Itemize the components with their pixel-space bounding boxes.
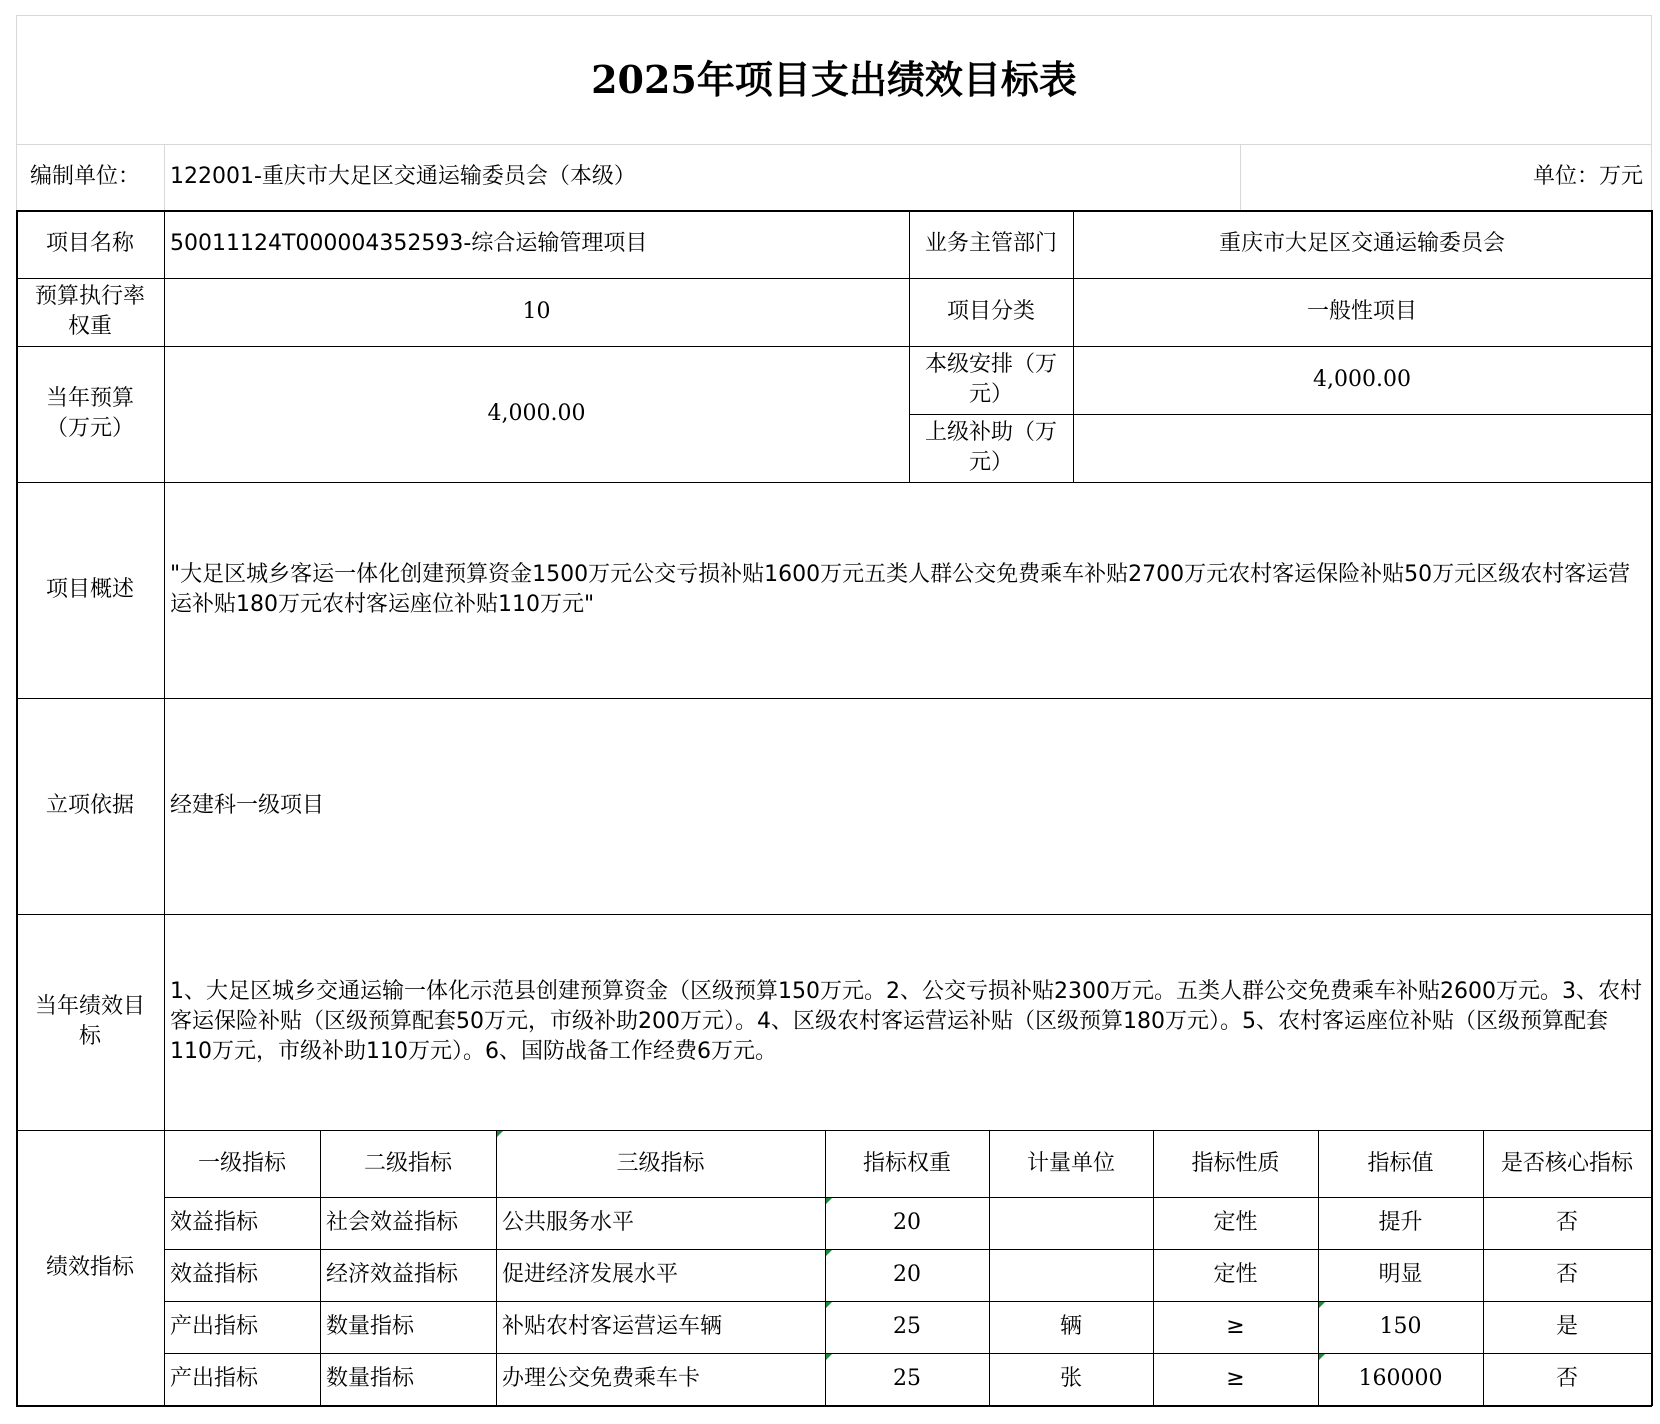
indicator-core: 否 bbox=[1555, 1210, 1578, 1235]
indicator-level1: 产出指标 bbox=[170, 1314, 259, 1339]
org-label: 编制单位： bbox=[30, 164, 141, 189]
indicator-value: 明显 bbox=[1378, 1262, 1423, 1287]
indicator-nature: 定性 bbox=[1213, 1262, 1258, 1287]
indicator-nature: ≥ bbox=[1226, 1314, 1245, 1339]
category-value: 一般性项目 bbox=[1306, 299, 1417, 324]
indicator-value: 150 bbox=[1379, 1314, 1422, 1339]
header-level2: 二级指标 bbox=[363, 1150, 452, 1176]
indicator-level2: 社会效益指标 bbox=[326, 1210, 459, 1235]
indicator-value: 提升 bbox=[1378, 1210, 1423, 1235]
header-weight: 指标权重 bbox=[862, 1150, 951, 1176]
header-core: 是否核心指标 bbox=[1500, 1150, 1633, 1176]
cell-marker-icon bbox=[826, 1302, 832, 1308]
budget-weight-value: 10 bbox=[522, 299, 551, 324]
local-arrangement-value: 4,000.00 bbox=[1313, 367, 1411, 392]
indicators-label: 绩效指标 bbox=[45, 1254, 134, 1280]
indicator-core: 否 bbox=[1555, 1366, 1578, 1391]
header-value: 指标值 bbox=[1367, 1150, 1434, 1176]
indicator-core: 是 bbox=[1555, 1314, 1578, 1339]
cell-marker-icon bbox=[826, 1250, 832, 1256]
indicator-weight: 20 bbox=[893, 1262, 921, 1287]
header-unit: 计量单位 bbox=[1026, 1150, 1115, 1176]
local-arrangement-label: 本级安排（万元） bbox=[924, 352, 1057, 407]
overview-label: 项目概述 bbox=[45, 577, 134, 602]
cell-marker-icon bbox=[826, 1198, 832, 1204]
indicator-core: 否 bbox=[1555, 1262, 1578, 1287]
unit-label: 单位：万元 bbox=[1532, 164, 1643, 189]
indicator-weight: 25 bbox=[893, 1366, 921, 1391]
org-value: 122001-重庆市大足区交通运输委员会（本级） bbox=[170, 164, 636, 189]
indicator-level3: 补贴农村客运营运车辆 bbox=[502, 1314, 723, 1339]
indicator-value: 160000 bbox=[1358, 1366, 1443, 1391]
indicator-level1: 效益指标 bbox=[170, 1210, 259, 1235]
header-nature: 指标性质 bbox=[1191, 1150, 1280, 1176]
cell-marker-icon bbox=[1319, 1354, 1325, 1360]
budget-weight-label: 预算执行率权重 bbox=[34, 284, 145, 339]
indicator-nature: ≥ bbox=[1226, 1366, 1245, 1391]
overview-value: "大足区城乡客运一体化创建预算资金1500万元公交亏损补贴1600万元五类人群公交免费乘车补贴2700万元农村客运保险补贴50万元区级农村客运营运补贴180万元农村客运座位补贴110万元" bbox=[170, 562, 1631, 617]
superior-subsidy-label: 上级补助（万元） bbox=[924, 420, 1057, 475]
indicator-level2: 经济效益指标 bbox=[326, 1262, 459, 1287]
indicator-level3: 促进经济发展水平 bbox=[502, 1262, 679, 1287]
indicator-unit: 张 bbox=[1059, 1366, 1082, 1391]
cell-marker-icon bbox=[497, 1131, 503, 1137]
header-level1: 一级指标 bbox=[197, 1150, 286, 1176]
annual-budget-value: 4,000.00 bbox=[487, 401, 586, 426]
indicator-weight: 25 bbox=[893, 1314, 921, 1339]
indicator-level3: 办理公交免费乘车卡 bbox=[502, 1366, 701, 1391]
indicator-nature: 定性 bbox=[1213, 1210, 1258, 1235]
department-value: 重庆市大足区交通运输委员会 bbox=[1218, 231, 1505, 256]
basis-label: 立项依据 bbox=[45, 793, 134, 818]
indicator-level2: 数量指标 bbox=[326, 1314, 415, 1339]
basis-value: 经建科一级项目 bbox=[170, 793, 325, 818]
indicator-level1: 产出指标 bbox=[170, 1366, 259, 1391]
indicator-level2: 数量指标 bbox=[326, 1366, 415, 1391]
page-title: 2025年项目支出绩效目标表 bbox=[591, 56, 1077, 102]
superior-subsidy-value bbox=[1073, 414, 1651, 482]
indicator-unit bbox=[989, 1249, 1153, 1301]
indicator-level1: 效益指标 bbox=[170, 1262, 259, 1287]
indicator-level3: 公共服务水平 bbox=[502, 1210, 635, 1235]
indicator-unit bbox=[989, 1197, 1153, 1249]
project-name-label: 项目名称 bbox=[45, 231, 134, 256]
indicator-weight: 20 bbox=[893, 1210, 921, 1235]
cell-marker-icon bbox=[826, 1354, 832, 1360]
cell-marker-icon bbox=[1319, 1302, 1325, 1308]
indicator-unit: 辆 bbox=[1059, 1314, 1082, 1339]
annual-budget-label: 当年预算（万元） bbox=[45, 386, 134, 441]
category-label: 项目分类 bbox=[946, 299, 1035, 324]
annual-goal-label: 当年绩效目标 bbox=[34, 994, 145, 1049]
header-level3: 三级指标 bbox=[616, 1150, 705, 1176]
annual-goal-value: 1、大足区城乡交通运输一体化示范县创建预算资金（区级预算150万元。2、公交亏损补贴2300万元。五类人群公交免费乘车补贴2600万元。3、农村客运保险补贴（区级预算配套50万元，市级补助200万元）。4、区级农村客运营运补贴（区级预算180万元）。5、农村客运座位补贴（区级预算配套110万元，市级补助110万元）。6、国防战备工作经费6万元。 bbox=[170, 979, 1642, 1064]
project-name-value: 50011124T000004352593-综合运输管理项目 bbox=[170, 231, 648, 256]
department-label: 业务主管部门 bbox=[924, 231, 1057, 256]
